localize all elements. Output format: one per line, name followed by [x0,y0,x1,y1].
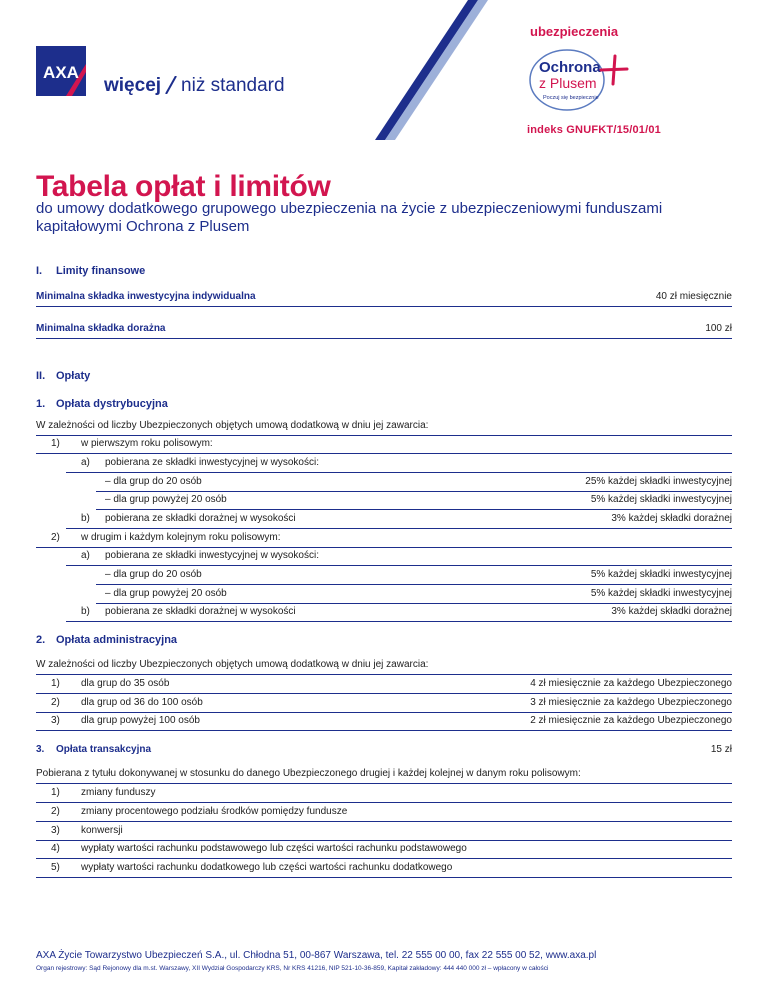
admin-intro: W zależności od liczby Ubezpieczonych objętych umową dodatkową w dniu jej zawarcia: [36,656,732,675]
subsection-distribution-heading: 1. Opłata dystrybucyjna [36,398,168,410]
distribution-year2: 2) w drugim i każdym kolejnym roku polisowym: [36,529,732,548]
distribution-year2-a: a) pobierana ze składki inwestycyjnej w wysokości: [66,547,732,566]
admin-row: 1) dla grup do 35 osób 4 zł miesięcznie za każdego Ubezpieczonego [36,675,732,694]
document-index: indeks GNUFKT/15/01/01 [527,124,662,136]
ochrona-z-plusem-logo [527,48,647,112]
svg-text:Poczuj się bezpiecznie: Poczuj się bezpiecznie [543,95,599,101]
section-1-heading: I. Limity finansowe [36,265,146,277]
slogan-bold: więcej [104,75,162,96]
subsection-admin-heading: 2. Opłata administracyjna [36,634,178,646]
footer-address: AXA Życie Towarzystwo Ubezpieczeń S.A., ul. Chłodna 51, 00-867 Warszawa, tel. 22 555 00 00, fax 22 555 00 52, www.axa.pl [36,950,597,961]
svg-text:z Plusem: z Plusem [539,75,597,91]
svg-text:Ochrona: Ochrona [539,59,601,76]
section-2-heading: II. Opłaty [36,370,91,382]
distribution-year2-a-small: – dla grup do 20 osób 5% każdej składki inwestycyjnej [96,566,732,585]
category-label: ubezpieczenia [530,24,619,39]
distribution-year1-a-large: – dla grup powyżej 20 osób 5% każdej składki inwestycyjnej [96,491,732,510]
slogan-rest: niż standard [181,75,285,96]
limit-row: Minimalna składka dorażna 100 zł [36,320,732,339]
svg-text:AXA: AXA [43,63,79,82]
transaction-intro: Pobierana z tytułu dokonywanej w stosunku do danego Ubezpieczonego drugiej i każdej kolejnej w danym roku polisowym: [36,765,732,784]
transaction-row: 4) wypłaty wartości rachunku podstawowego lub części wartości rachunku podstawowego [36,840,732,859]
admin-row: 3) dla grup powyżej 100 osób 2 zł miesięcznie za każdego Ubezpieczonego [36,712,732,731]
distribution-intro: W zależności od liczby Ubezpieczonych objętych umową dodatkową w dniu jej zawarcia: [36,417,732,436]
transaction-row: 2) zmiany procentowego podziału środków pomiędzy fundusze [36,803,732,822]
transaction-row: 1) zmiany funduszy [36,784,732,803]
subsection-transaction-heading: 3. Opłata transakcyjna 15 zł [36,744,732,755]
axa-logo [36,46,86,96]
slash-icon [165,76,177,94]
admin-row: 2) dla grup od 36 do 100 osób 3 zł miesięcznie za każdego Ubezpieczonego [36,694,732,713]
distribution-year1-b: b) pobierana ze składki dorażnej w wysokości 3% każdej składki dorażnej [66,510,732,529]
distribution-year1-a: a) pobierana ze składki inwestycyjnej w wysokości: [66,454,732,473]
diagonal-stripe [0,0,768,140]
page-title: Tabela opłat i limitów [36,170,331,203]
transaction-row: 3) konwersji [36,822,732,841]
distribution-year1: 1) w pierwszym roku polisowym: [36,435,732,454]
limit-row: Minimalna składka inwestycyjna indywidualna 40 zł miesięcznie [36,288,732,307]
transaction-row: 5) wypłaty wartości rachunku dodatkowego lub części wartości rachunku dodatkowego [36,859,732,878]
page-subtitle: do umowy dodatkowego grupowego ubezpieczenia na życie z ubezpieczeniowymi funduszami kapitałowymi Ochrona z Plusem [36,200,663,235]
slogan [104,75,285,97]
distribution-year2-b: b) pobierana ze składki dorażnej w wysokości 3% każdej składki dorażnej [66,603,732,622]
distribution-year2-a-large: – dla grup powyżej 20 osób 5% każdej składki inwestycyjnej [96,585,732,604]
footer-legal: Organ rejestrowy: Sąd Rejonowy dla m.st. Warszawy, XII Wydział Gospodarczy KRS, Nr KRS 41216, NIP 521-10-36-859, Kapitał zakładowy: 444 440 000 zł – wpłacony w całości [36,965,549,972]
distribution-year1-a-small: – dla grup do 20 osób 25% każdej składki inwestycyjnej [96,473,732,492]
